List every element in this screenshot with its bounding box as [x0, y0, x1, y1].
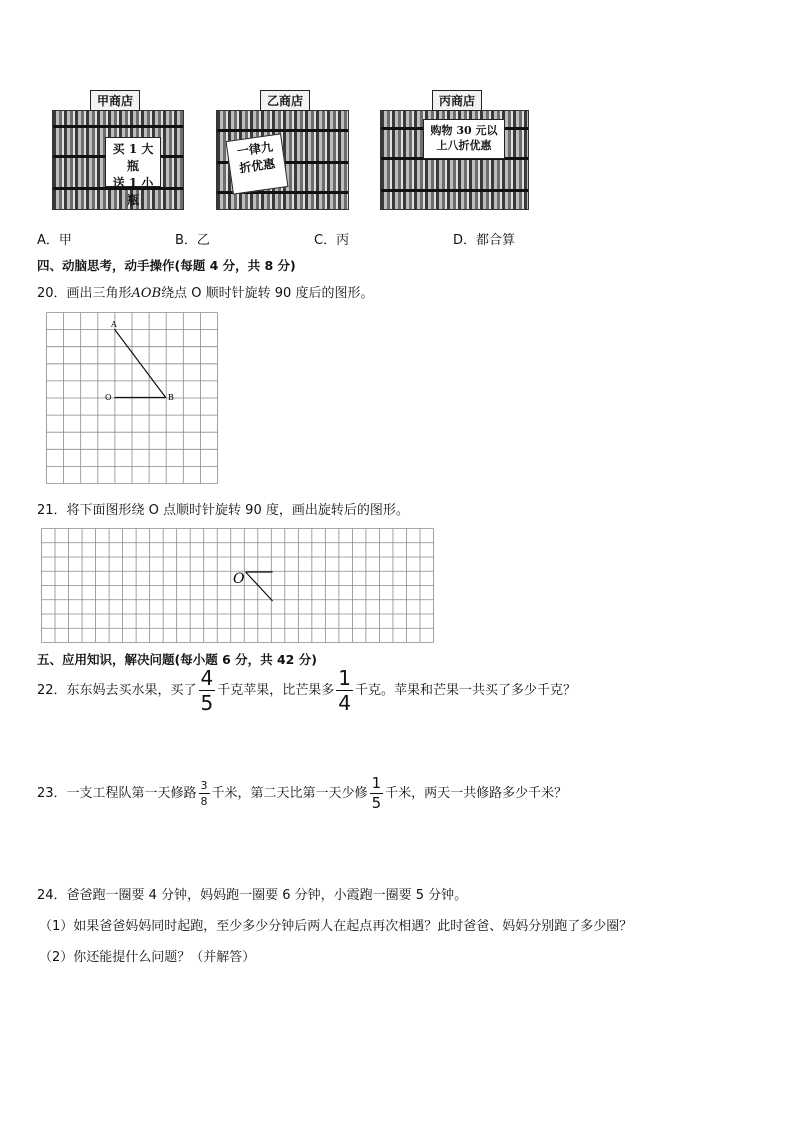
question-21: 21．将下面图形绕 O 点顺时针旋转 90 度，画出旋转后的图形。 [37, 503, 409, 518]
promo-line: 送 1 小瓶 [112, 176, 154, 207]
point-b-label: B [168, 393, 174, 402]
shape-diagonal [246, 572, 273, 601]
q21-grid-figure[interactable] [41, 528, 434, 643]
question-22: 22．东东妈去买水果，买了 $\frac{4}{5}$ 千克苹果，比芒果多 $\frac{1}{4}$ 千克。苹果和芒果一共买了多少千克？ [37, 666, 577, 715]
promo-line: 上八折优惠 [436, 139, 492, 152]
shop-bing-promo-card [423, 119, 505, 159]
question-24-part-2: （2）你还能提什么问题？（并解答） [39, 950, 256, 965]
fraction: $\frac{3}{8}$ [200, 779, 208, 808]
option-a[interactable]: A．甲 [37, 233, 72, 248]
option-b[interactable]: B．乙 [175, 233, 210, 248]
point-o-label: O [233, 571, 245, 587]
question-20: 20．画出三角形AOB绕点 O 顺时针旋转 90 度后的图形。 [37, 286, 374, 301]
shop-jia-sign: 甲商店 [90, 90, 140, 111]
shop-bing-shelf [380, 110, 529, 210]
promo-line: 买 1 大瓶 [112, 142, 154, 173]
point-o-label: O [105, 393, 112, 402]
point-a-label: A [111, 320, 117, 329]
shop-yi-image [216, 90, 347, 215]
shop-jia-shelf [52, 110, 184, 210]
fraction: $\frac{4}{5}$ [200, 666, 214, 715]
shop-jia-image [52, 90, 182, 215]
shop-jia-promo-card [105, 137, 161, 207]
triangle-name: AOB [131, 286, 162, 301]
section-5-heading: 五、应用知识，解决问题(每小题 6 分，共 42 分) [37, 652, 317, 667]
fraction: $\frac{1}{5}$ [371, 774, 382, 812]
fraction: $\frac{1}{4}$ [338, 666, 352, 715]
option-d[interactable]: D．都合算 [453, 233, 516, 248]
shop-yi-promo-card [226, 133, 289, 194]
promo-line: 一律九 [236, 139, 274, 159]
question-24: 24．爸爸跑一圈要 4 分钟，妈妈跑一圈要 6 分钟，小霞跑一圈要 5 分钟。 [37, 888, 468, 903]
segment-ab [114, 329, 165, 397]
promo-line: 购物 30 元以 [430, 124, 498, 137]
q20-grid-figure[interactable] [46, 312, 218, 484]
shop-yi-shelf [216, 110, 349, 210]
promo-line: 折优惠 [238, 156, 277, 176]
section-4-heading: 四、动脑思考，动手操作(每题 4 分，共 8 分) [37, 258, 296, 273]
shop-yi-sign: 乙商店 [260, 90, 310, 111]
shop-bing-image [380, 90, 527, 215]
question-24-part-1: （1）如果爸爸妈妈同时起跑，至少多少分钟后两人在起点再次相遇？此时爸爸、妈妈分别跑了多少圈？ [39, 919, 633, 934]
shop-bing-sign: 丙商店 [432, 90, 482, 111]
question-23: 23．一支工程队第一天修路 $\frac{3}{8}$ 千米，第二天比第一天少修 $\frac{1}{5}$ 千米，两天一共修路多少千米？ [37, 774, 568, 812]
option-c[interactable]: C．丙 [314, 233, 350, 248]
